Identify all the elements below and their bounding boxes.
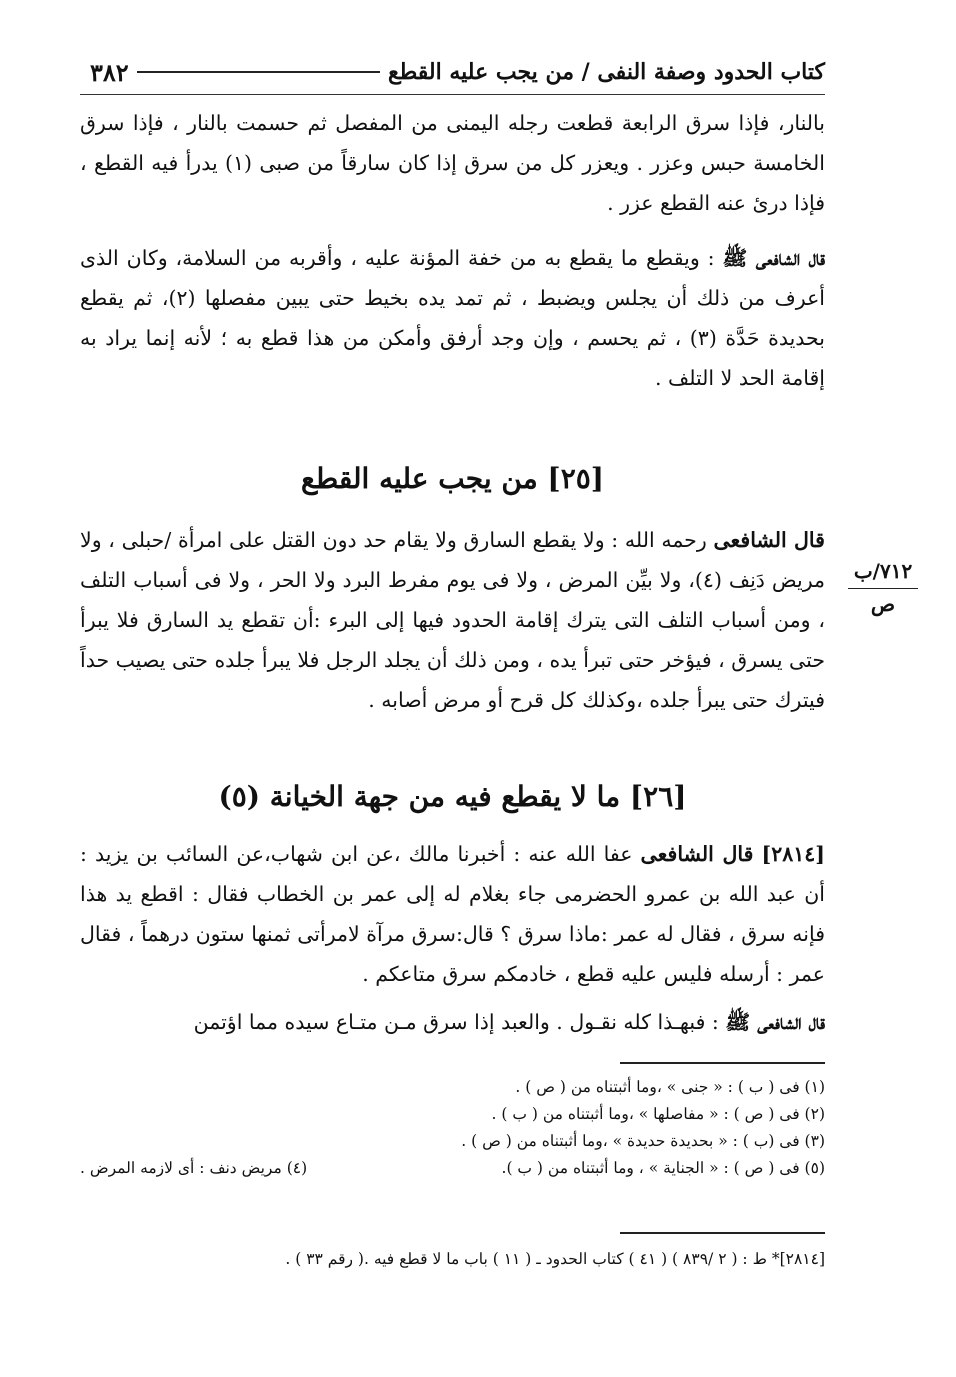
- footnote-4: (٤) مريض دنف : أى لازمه المرض .: [80, 1159, 308, 1177]
- footnotes: [80, 1074, 825, 1182]
- footnote-5: (٥) فى ( ص ) : « الجناية » ، وما أثبتناه من ( ب ).: [501, 1159, 825, 1177]
- section-26-heading: [٢٦] ما لا يقطع فيه من جهة الخيانة (٥): [218, 780, 687, 813]
- section-25-speaker: قال الشافعى: [713, 528, 825, 552]
- header-title: كتاب الحدود وصفة النفى / من يجب عليه القطع: [388, 59, 825, 85]
- page-number: ٣٨٢: [90, 57, 129, 87]
- source-reference: [٢٨١٤]* ط : ( ٢ /٨٣٩ ) ( ٤١ ) كتاب الحدود ـ ( ١١ ) باب ما لا قطع فيه .( رقم ٣٣ ) .: [285, 1250, 825, 1268]
- section-26-text-2: : فبهـذا كله نقـول . والعبد إذا سرق مـن متـاع سيده مما اؤتمن: [193, 1010, 719, 1034]
- section-26-text: عفا الله عنه : أخبرنا مالك ،عن ابن شهاب،عن السائب بن يزيد : أن عبد الله بن عمرو الحضرمى جاء بغلام له إلى عمر بن الخطاب فقال : اقطع يد هذا فإنه سرق ، فقال له عمر :ماذا سرق ؟ قال:سرق مرآة لامرأتى ثمنها ستون درهماً ، فقال عمر : أرسله فليس عليه قطع ، خادمكم سرق متاعكم .: [80, 842, 825, 986]
- reference-rule: [620, 1232, 825, 1234]
- running-header: [80, 50, 825, 95]
- paragraph-1: بالنار، فإذا سرق الرابعة قطعت رجله اليمنى من المفصل ثم حسمت بالنار ، فإذا سرق الخامسة حبس وعزر . ويعزر كل من سرق إذا كان سارقاً من صبى (١) يدرأ فيه القطع ، فإذا درئ عنه القطع عزر .: [80, 111, 825, 215]
- paragraph-2: [80, 238, 825, 398]
- header-rule: [137, 71, 380, 73]
- section-26-speaker: قال الشافعى: [640, 842, 754, 866]
- section-25-paragraph: [80, 520, 825, 720]
- footnote-3: (٣) فى (ب ) : « بحديدة حديدة » ،وما أثبتناه من ( ص ) .: [461, 1132, 825, 1150]
- footnote-row-4-5: [80, 1155, 825, 1182]
- footnote-rule: [620, 1062, 825, 1064]
- manuscript-margin-note: [848, 556, 918, 619]
- section-26-paragraph: [80, 834, 825, 994]
- footnote-2: (٢) فى ( ص ) : « مفاصلها » ،وما أثبتناه من ( ب ) .: [491, 1105, 825, 1123]
- paragraph-2-text: : ويقطع ما يقطع به من خفة المؤنة عليه ، وأقربه من السلامة، وكان الذى أعرف من ذلك أن يجلس ويضبط ، ثم تمد يده بخيط حتى يبين مفصلها (٢)، ثم يقطع بحديدة حَدَّة (٣) ، ثم يحسم ، وإن وجد أرفق وأمكن من هذا قطع به ؛ لأنه إنما يراد به إقامة الحد لا التلف .: [80, 246, 825, 390]
- margin-note-folio: ٧١٢/ب: [848, 556, 918, 589]
- section-25-heading: [٢٥] من يجب عليه القطع: [300, 462, 605, 495]
- paragraph-2-speaker: قال الشافعى ﷺ: [722, 246, 825, 270]
- hadith-number: [٢٨١٤]: [761, 842, 825, 866]
- footnote-1: (١) فى ( ب ) : « جنى » ،وما أثبتناه من ( ص ) .: [515, 1078, 825, 1096]
- section-25-text: رحمه الله : ولا يقطع السارق ولا يقام حد دون القتل على امرأة /حبلى ، ولا مريض دَنِف (٤)، ولا بيِّن المرض ، ولا فى يوم مفرط البرد ولا الحر ، ولا فى أسباب التلف ، ومن أسباب التلف التى يترك إقامة الحدود فيها إلى البرء :أن تقطع يد السارق فلا يبرأ حتى يسرق ، فيؤخر حتى تبرأ يده ، ومن ذلك أن يجلد الرجل فلا يبرأ جلده حتى يصيب حداً فيترك حتى يبرأ جلده ،وكذلك كل قرح أو مرض أصابه .: [80, 528, 825, 712]
- margin-note-manuscript: ص: [870, 592, 896, 616]
- section-26-speaker-2: قال الشافعى ﷺ: [725, 1010, 825, 1034]
- section-26-paragraph-2: [80, 1002, 825, 1042]
